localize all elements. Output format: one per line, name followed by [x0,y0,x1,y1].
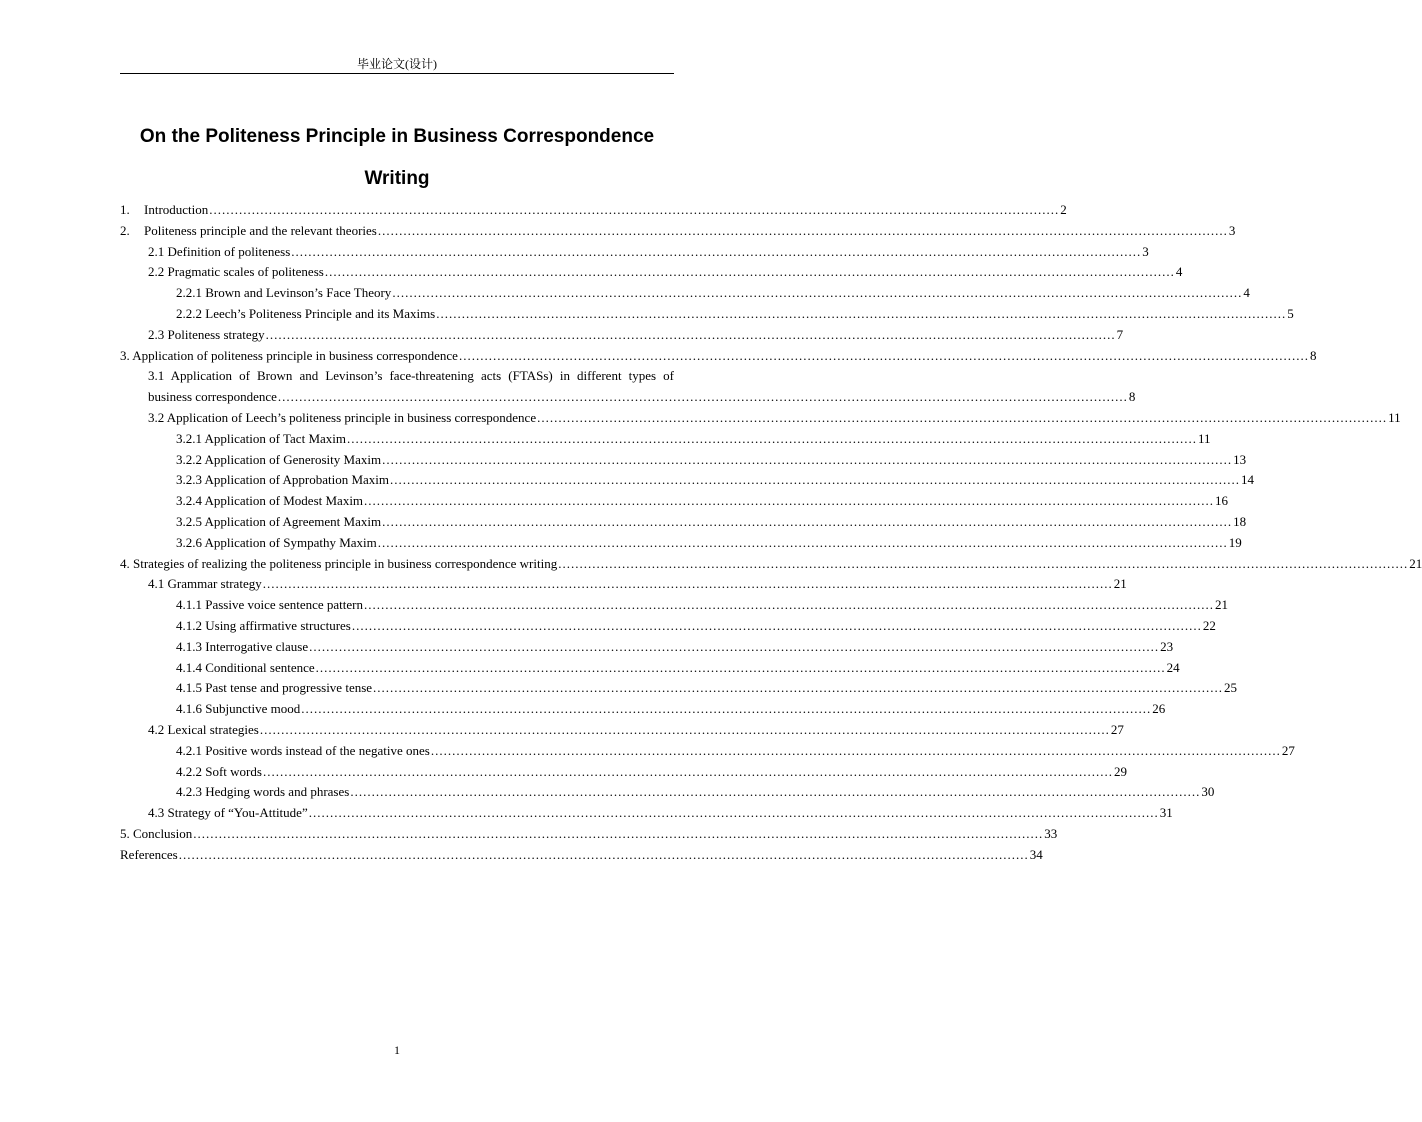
toc-page: 31 [1159,805,1173,821]
toc-entry [120,304,1294,325]
toc-leader: ........................................................................................................................................................................................................ [291,243,1142,259]
toc-entry [120,658,1180,679]
toc-entry [120,637,1174,658]
toc-page: 2 [1060,202,1067,217]
toc-entry [120,221,1236,242]
toc-page: 30 [1201,784,1215,800]
toc-label: 4.2 Lexical strategies [148,721,259,737]
toc-number: 1. [120,202,130,217]
toc-label: 4.3 Strategy of “You-Attitude” [148,805,308,821]
toc-page: 7 [1116,326,1124,342]
toc-leader: ........................................................................................................................................................................................................ [390,472,1241,488]
toc-leader: ........................................................................................................................................................................................................ [558,555,1409,571]
toc-page: 18 [1233,513,1247,529]
toc-leader: ........................................................................................................................................................................................................ [377,534,1228,550]
toc-entry [120,720,1124,741]
toc-label: 4.2.1 Positive words instead of the negative ones [176,742,430,758]
toc-entry [120,533,1242,554]
toc-leader: ........................................................................................................................................................................................................ [262,763,1113,779]
toc-label: 4.1.6 Subjunctive mood [176,701,301,717]
toc-page: 27 [1110,721,1124,737]
toc-entry-wrapped-line: 3.1 Application of Brown and Levinson’s face-threatening acts (FTASs) in different types of [148,368,674,384]
page-header: 毕业论文(设计) [357,57,437,71]
toc-entry [120,491,1229,512]
thesis-title-line-2: Writing [364,168,430,189]
toc-leader: ........................................................................................................................................................................................................ [209,202,1060,217]
toc-leader: ........................................................................................................................................................................................................ [382,451,1233,467]
toc-page: 27 [1281,742,1295,758]
toc-entry [120,782,1215,803]
toc-page: 23 [1160,638,1174,654]
toc-entry [120,262,1183,283]
toc-entry [120,845,1043,866]
toc-leader: ........................................................................................................................................................................................................ [309,638,1160,654]
toc-label: 4.1.1 Passive voice sentence pattern [176,597,363,613]
toc-leader: ........................................................................................................................................................................................................ [373,680,1224,696]
toc-page: 14 [1241,472,1255,488]
toc-page: 22 [1202,617,1216,633]
toc-leader: ........................................................................................................................................................................................................ [436,305,1287,321]
toc-leader: ........................................................................................................................................................................................................ [259,721,1110,737]
toc-leader: ........................................................................................................................................................................................................ [364,597,1214,613]
toc-leader: ........................................................................................................................................................................................................ [347,430,1197,446]
toc-label: 2.2 Pragmatic scales of politeness [148,264,324,280]
toc-entry [120,824,1058,845]
toc-page: 25 [1224,680,1238,696]
toc-page: 8 [1309,347,1317,363]
toc-entry [120,450,1247,471]
toc-label: Politeness principle and the relevant theories [144,222,377,238]
toc-label: 2.3 Politeness strategy [148,326,265,342]
table-of-contents [120,200,1422,866]
toc-label: 3.2.2 Application of Generosity Maxim [176,451,382,467]
toc-leader: ........................................................................................................................................................................................................ [351,617,1202,633]
header-rule [120,73,674,74]
toc-label: 4.2.3 Hedging words and phrases [176,784,350,800]
toc-leader: ........................................................................................................................................................................................................ [324,264,1175,280]
toc-label: 2.1 Definition of politeness [148,243,291,259]
thesis-title-line-1: On the Politeness Principle in Business Correspondence [139,126,655,147]
toc-label: 3. Application of politeness principle in business correspondence [120,347,458,363]
toc-label: 3.2.5 Application of Agreement Maxim [176,513,382,529]
toc-entry [120,408,1401,429]
toc-page: 3 [1142,243,1149,259]
toc-label: 4.1.3 Interrogative clause [176,638,309,654]
toc-leader: ........................................................................................................................................................................................................ [193,825,1044,841]
toc-leader: ........................................................................................................................................................................................................ [277,389,1128,405]
toc-page: 21 [1113,576,1127,592]
toc-leader: ........................................................................................................................................................................................................ [262,576,1113,592]
toc-page: 26 [1152,701,1166,717]
toc-label: 4.1.5 Past tense and progressive tense [176,680,373,696]
toc-label: Introduction [144,202,209,217]
toc-page: 34 [1029,846,1043,862]
toc-entry [120,699,1166,720]
toc-entry [120,574,1127,595]
toc-page: 13 [1233,451,1247,467]
toc-entry [120,803,1173,824]
toc-page: 21 [1215,597,1228,613]
toc-leader: ........................................................................................................................................................................................................ [382,513,1233,529]
toc-leader: ........................................................................................................................................................................................................ [315,659,1166,675]
toc-label: 4.1 Grammar strategy [148,576,262,592]
toc-entry [120,470,1255,491]
toc-entry [120,325,1124,346]
toc-page: 5 [1287,305,1294,321]
toc-label: business correspondence [148,389,277,405]
toc-label: 3.2.6 Application of Sympathy Maxim [176,534,377,550]
toc-entry [120,512,1247,533]
toc-page: 11 [1198,430,1211,446]
toc-page: 29 [1113,763,1127,779]
toc-entry [120,741,1295,762]
toc-entry [120,616,1216,637]
toc-page: 4 [1243,285,1250,301]
toc-leader: ........................................................................................................................................................................................................ [537,409,1388,425]
page-number: 1 [394,1043,400,1057]
toc-entry [120,762,1127,783]
toc-page: 16 [1215,493,1229,509]
toc-label: 2.2.2 Leech’s Politeness Principle and its Maxims [176,305,436,321]
toc-label: 2.2.1 Brown and Levinson’s Face Theory [176,285,392,301]
toc-entry [120,554,1422,575]
toc-label: 3.2 Application of Leech’s politeness principle in business correspondence [148,409,537,425]
toc-entry [120,429,1211,450]
toc-page: 21 [1409,555,1422,571]
toc-label: 5. Conclusion [120,825,193,841]
toc-page: 19 [1228,534,1242,550]
toc-page: 8 [1128,389,1136,405]
toc-label: References [120,846,178,862]
toc-page: 24 [1166,659,1180,675]
toc-label: 3.2.1 Application of Tact Maxim [176,430,346,446]
toc-label: 4.1.2 Using affirmative structures [176,617,351,633]
toc-label: 3.2.3 Application of Approbation Maxim [176,472,390,488]
toc-leader: ........................................................................................................................................................................................................ [458,347,1309,363]
toc-page: 4 [1175,264,1183,280]
toc-entry [120,242,1149,263]
toc-entry [120,678,1238,699]
toc-number: 2. [120,222,130,238]
toc-leader: ........................................................................................................................................................................................................ [377,222,1228,238]
toc-leader: ........................................................................................................................................................................................................ [178,846,1029,862]
toc-entry [120,200,1067,221]
toc-leader: ........................................................................................................................................................................................................ [430,742,1281,758]
toc-entry [120,595,1228,616]
toc-leader: ........................................................................................................................................................................................................ [392,285,1243,301]
toc-leader: ........................................................................................................................................................................................................ [350,784,1201,800]
toc-leader: ........................................................................................................................................................................................................ [265,326,1116,342]
toc-entry [120,346,1317,367]
toc-label: 4.1.4 Conditional sentence [176,659,315,675]
toc-leader: ........................................................................................................................................................................................................ [308,805,1159,821]
toc-page: 33 [1044,825,1058,841]
toc-label: 4. Strategies of realizing the politeness principle in business correspondence writing [120,555,558,571]
toc-entry [120,283,1250,304]
toc-page: 3 [1228,222,1236,238]
toc-label: 4.2.2 Soft words [176,763,262,779]
toc-page: 11 [1388,409,1401,425]
toc-label: 3.2.4 Application of Modest Maxim [176,493,364,509]
toc-leader: ........................................................................................................................................................................................................ [364,493,1215,509]
toc-leader: ........................................................................................................................................................................................................ [301,701,1152,717]
toc-entry [120,387,1136,408]
